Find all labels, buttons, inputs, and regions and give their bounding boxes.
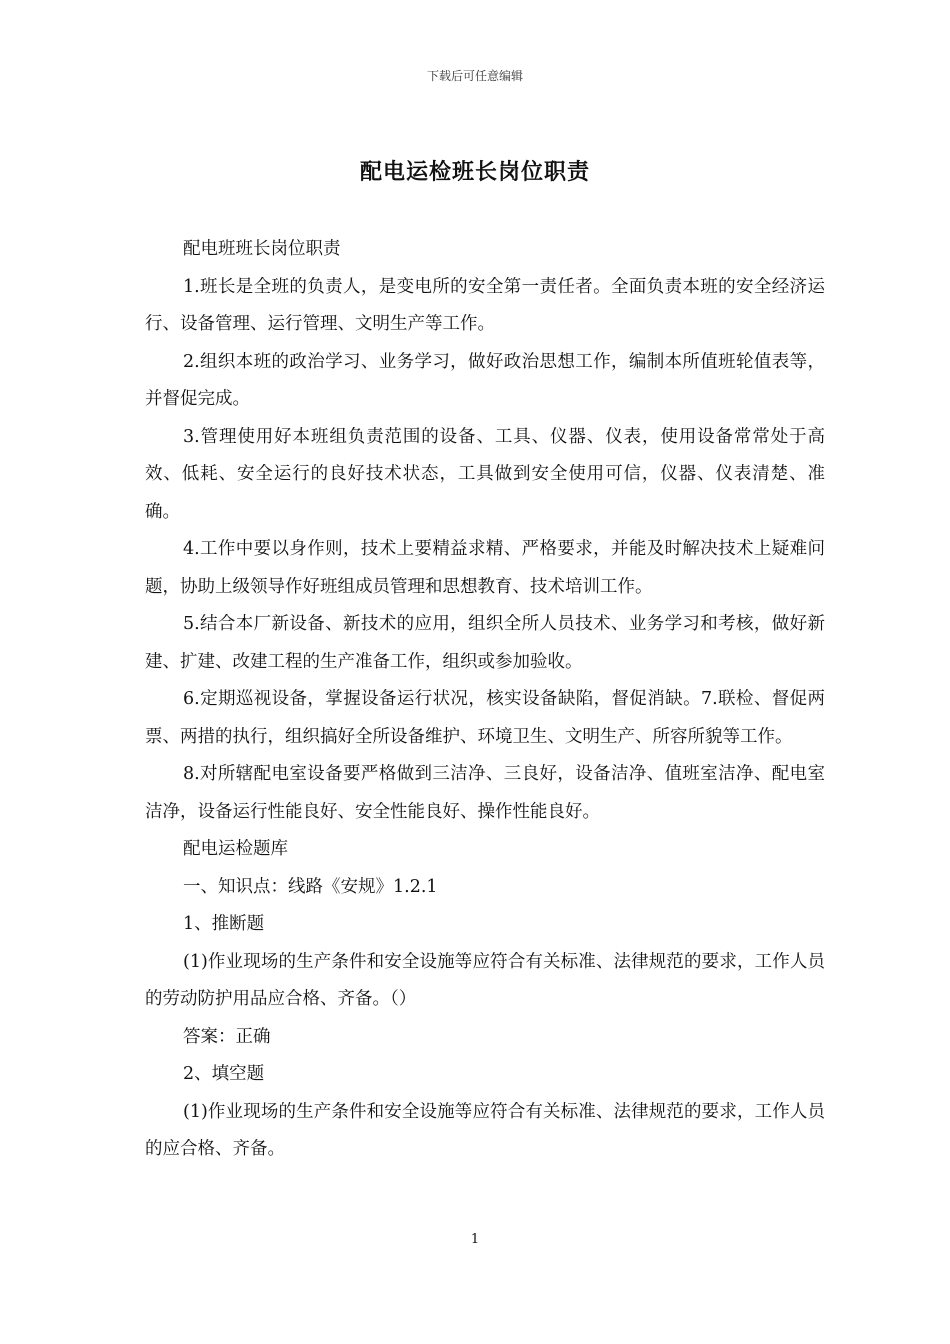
paragraph-fill-blank-heading: 2、填空题 — [183, 1064, 265, 1084]
paragraph-answer: 答案：正确 — [183, 1026, 271, 1047]
paragraph-duty-2: 2.组织本班的政治学习、业务学习，做好政治思想工作，编制本所值班轮值表等，并督促完成。 — [145, 351, 825, 409]
paragraph-section-heading: 配电班班长岗位职责 — [183, 239, 341, 259]
page-number: 1 — [470, 1232, 480, 1247]
paragraph-duty-4: 4.工作中要以身作则，技术上要精益求精、严格要求，并能及时解决技术上疑难问题，协助上级领导作好班组成员管理和思想教育、技术培训工作。 — [145, 539, 825, 597]
paragraph-duty-6-7: 6.定期巡视设备，掌握设备运行状况，核实设备缺陷，督促消缺。7.联检、督促两票、两措的执行，组织搞好全所设备维护、环境卫生、文明生产、所容所貌等工作。 — [145, 689, 825, 747]
paragraph-question-bank-heading: 配电运检题库 — [183, 839, 288, 859]
paragraph-duty-5: 5.结合本厂新设备、新技术的应用，组织全所人员技术、业务学习和考核，做好新建、扩建、改建工程的生产准备工作，组织或参加验收。 — [145, 614, 825, 672]
paragraph-judgment-heading: 1、推断题 — [183, 914, 265, 934]
document-body — [145, 231, 825, 1169]
page-title: 配电运检班长岗位职责 — [359, 159, 590, 185]
paragraph-knowledge-point: 一、知识点：线路《安规》1.2.1 — [183, 876, 438, 897]
paragraph-fill-blank-question: (1)作业现场的生产条件和安全设施等应符合有关标准、法律规范的要求，工作人员的应合格、齐备。 — [145, 1101, 825, 1159]
paragraph-duty-1: 1.班长是全班的负责人，是变电所的安全第一责任者。全面负责本班的安全经济运行、设备管理、运行管理、文明生产等工作。 — [145, 276, 825, 334]
paragraph-duty-3: 3.管理使用好本班组负责范围的设备、工具、仪器、仪表，使用设备常常处于高效、低耗、安全运行的良好技术状态，工具做到安全使用可信，仪器、仪表清楚、准确。 — [145, 426, 825, 522]
paragraph-duty-8: 8.对所辖配电室设备要严格做到三洁净、三良好，设备洁净、值班室洁净、配电室洁净，设备运行性能良好、安全性能良好、操作性能良好。 — [145, 764, 825, 822]
paragraph-judgment-question: (1)作业现场的生产条件和安全设施等应符合有关标准、法律规范的要求，工作人员的劳动防护用品应合格、齐备。（） — [145, 951, 825, 1009]
header-note: 下载后可任意编辑 — [426, 69, 523, 83]
